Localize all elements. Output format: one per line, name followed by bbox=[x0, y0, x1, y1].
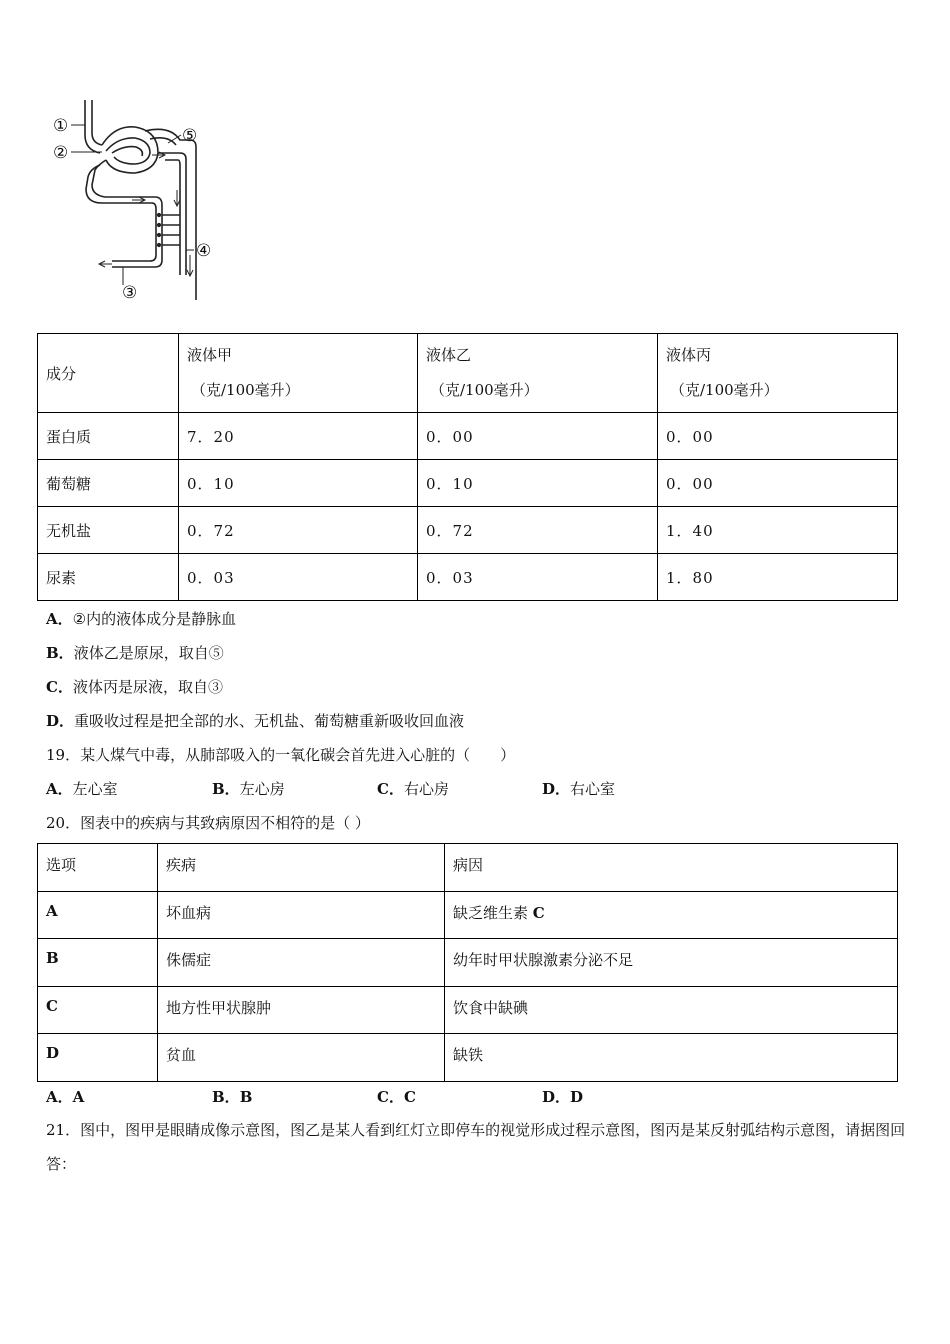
q18-option-c: C．液体丙是尿液，取自③ bbox=[46, 678, 223, 696]
fluid-b-name: 液体乙 bbox=[426, 346, 472, 364]
row-name: 葡萄糖 bbox=[38, 460, 179, 507]
q19-option-c: C．右心房 bbox=[377, 780, 449, 798]
nephron-diagram bbox=[40, 95, 230, 305]
table-row bbox=[38, 986, 898, 1034]
row-disease: 侏儒症 bbox=[158, 939, 445, 987]
header-cause: 病因 bbox=[445, 844, 898, 892]
label-1: ① bbox=[53, 116, 69, 136]
row-disease: 坏血病 bbox=[158, 891, 445, 939]
fluid-c-name: 液体丙 bbox=[666, 346, 712, 364]
row-cause: 幼年时甲状腺激素分泌不足 bbox=[445, 939, 898, 987]
cell-value: 0．00 bbox=[658, 413, 898, 460]
row-option: C bbox=[38, 986, 158, 1034]
q19-option-d: D．右心室 bbox=[542, 780, 616, 798]
fluid-c-unit: （克/100毫升） bbox=[670, 381, 779, 399]
header-fluid-a bbox=[179, 334, 418, 413]
q20-stem: 20．图表中的疾病与其致病原因不相符的是（ ） bbox=[46, 814, 370, 832]
table-row bbox=[38, 1034, 898, 1082]
table-row bbox=[38, 891, 898, 939]
header-fluid-c bbox=[658, 334, 898, 413]
row-name: 蛋白质 bbox=[38, 413, 179, 460]
q19-stem: 19．某人煤气中毒，从肺部吸入的一氧化碳会首先进入心脏的（ ） bbox=[46, 746, 516, 764]
q19-option-b: B．左心房 bbox=[212, 780, 285, 798]
q20-option-b: B．B bbox=[212, 1088, 253, 1106]
header-fluid-b bbox=[418, 334, 658, 413]
row-option: B bbox=[38, 939, 158, 987]
header-disease: 疾病 bbox=[158, 844, 445, 892]
cell-value: 0．10 bbox=[179, 460, 418, 507]
row-cause: 饮食中缺碘 bbox=[445, 986, 898, 1034]
q19-option-a: A．左心室 bbox=[46, 780, 118, 798]
row-disease: 地方性甲状腺肿 bbox=[158, 986, 445, 1034]
row-cause: 缺铁 bbox=[445, 1034, 898, 1082]
fluid-composition-table bbox=[37, 333, 898, 601]
cell-value: 0．10 bbox=[418, 460, 658, 507]
q20-option-c: C．C bbox=[377, 1088, 416, 1106]
q21-stem: 21．图中，图甲是眼睛成像示意图，图乙是某人看到红灯立即停车的视觉形成过程示意图，图丙是某反射弧结构示意图，请据图回答： bbox=[46, 1121, 906, 1173]
table-row bbox=[38, 554, 898, 601]
table-row bbox=[38, 460, 898, 507]
row-name: 无机盐 bbox=[38, 507, 179, 554]
table-row bbox=[38, 507, 898, 554]
q18-option-a: A．②内的液体成分是静脉血 bbox=[46, 610, 237, 628]
table-row bbox=[38, 413, 898, 460]
row-option: D bbox=[38, 1034, 158, 1082]
row-cause: 缺乏维生素 C bbox=[445, 891, 898, 939]
cell-value: 1．40 bbox=[658, 507, 898, 554]
cell-value: 0．00 bbox=[658, 460, 898, 507]
row-option: A bbox=[38, 891, 158, 939]
row-name: 尿素 bbox=[38, 554, 179, 601]
cell-value: 0．72 bbox=[418, 507, 658, 554]
cell-value: 1．80 bbox=[658, 554, 898, 601]
fluid-b-unit: （克/100毫升） bbox=[430, 381, 539, 399]
q20-option-a: A．A bbox=[46, 1088, 85, 1106]
row-disease: 贫血 bbox=[158, 1034, 445, 1082]
table-header-row bbox=[38, 844, 898, 892]
header-component: 成分 bbox=[38, 334, 179, 413]
label-2: ② bbox=[53, 143, 69, 163]
fluid-a-name: 液体甲 bbox=[187, 346, 233, 364]
cell-value: 0．03 bbox=[418, 554, 658, 601]
label-3: ③ bbox=[122, 283, 138, 303]
cell-value: 0．00 bbox=[418, 413, 658, 460]
label-4: ④ bbox=[196, 241, 212, 261]
label-5: ⑤ bbox=[182, 126, 198, 146]
table-row bbox=[38, 939, 898, 987]
q18-option-b: B．液体乙是原尿，取自⑤ bbox=[46, 644, 224, 662]
cell-value: 0．72 bbox=[179, 507, 418, 554]
cell-value: 7．20 bbox=[179, 413, 418, 460]
disease-cause-table bbox=[37, 843, 898, 1082]
header-option: 选项 bbox=[38, 844, 158, 892]
q20-option-d: D．D bbox=[542, 1088, 584, 1106]
fluid-a-unit: （克/100毫升） bbox=[191, 381, 300, 399]
cell-value: 0．03 bbox=[179, 554, 418, 601]
q18-option-d: D．重吸收过程是把全部的水、无机盐、葡萄糖重新吸收回血液 bbox=[46, 712, 465, 730]
